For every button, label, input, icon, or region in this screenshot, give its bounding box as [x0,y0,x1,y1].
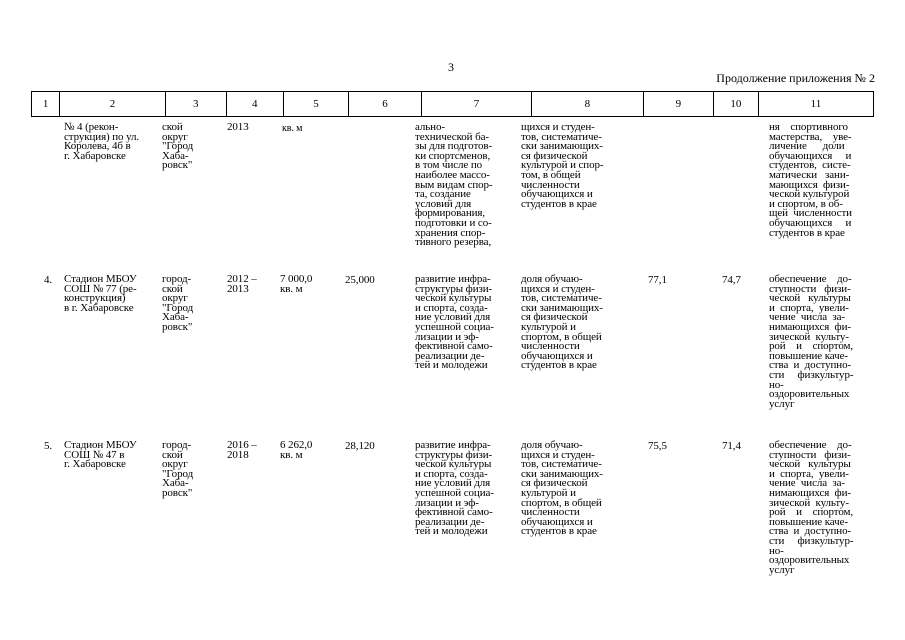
row4-object: Стадион МБОУ СОШ № 77 (ре- конструкция) в г. Хабаровске [64,273,137,314]
header-col-11: 11 [758,92,873,117]
header-row [32,92,874,117]
header-table [31,91,874,117]
header-col-5: 5 [284,92,349,117]
row0-period: 2013 [227,121,249,133]
header-col-9: 9 [643,92,713,117]
row0-result: ня спортивного мастерства, уве- личение доли обучающихся и студентов, систе- матически зани- мающихся физи- ческой культурой и спортом, в об- щей численности обучающихся и студентов в крае [769,121,852,239]
row4-result: обеспечение до- ступности физи- ческой культуры и спорта, увели- чение числа за- нимающихся фи- зической культу- рой и спортом, повышение каче- ства и доступно- сти физкультур- но- оздоровительных услуг [769,273,854,410]
row4-value-2: 74,7 [722,274,741,286]
row0-capacity: кв. м [282,123,303,134]
header-col-6: 6 [348,92,421,117]
row5-period: 2016 – 2018 [227,439,257,461]
header-col-4: 4 [226,92,284,117]
header-col-3: 3 [165,92,226,117]
row5-cost: 28,120 [345,440,375,452]
header-col-2: 2 [60,92,166,117]
row4-capacity: 7 000,0 кв. м [280,273,313,295]
row5-value-1: 75,5 [648,440,667,452]
row5-number: 5. [44,440,53,452]
header-col-8: 8 [531,92,643,117]
page-number: 3 [448,60,454,74]
row5-result: обеспечение до- ступности физи- ческой культуры и спорта, увели- чение числа за- нимающихся фи- зической культу- рой и спортом, повышение каче- ства и доступно- сти физкультур- но- оздоровительных услуг [769,439,854,576]
row0-municipality: ской округ "Город Хаба- ровск" [162,121,194,172]
row5-goal: развитие инфра- структуры физи- ческой культуры и спорта, созда- ние условий для успешной социа- лизации и эф- фективной само- реализации де- тей и молодежи [415,439,494,538]
header-col-7: 7 [422,92,532,117]
row4-period: 2012 – 2013 [227,273,257,295]
row0-object: № 4 (рекон- струкция) по ул. Королева, 4б в г. Хабаровске [64,121,140,162]
row4-goal: развитие инфра- структуры физи- ческой культуры и спорта, созда- ние условий для успешной социа- лизации и эф- фективной само- реализации де- тей и молодежи [415,273,494,372]
row4-municipality: город- ской округ "Город Хаба- ровск" [162,273,194,333]
row4-number: 4. [44,274,53,286]
header-col-1: 1 [32,92,60,117]
header-col-10: 10 [713,92,758,117]
continuation-label: Продолжение приложения № 2 [716,71,875,85]
row4-cost: 25,000 [345,274,375,286]
row5-value-2: 71,4 [722,440,741,452]
row5-indicator: доля обучаю- щихся и студен- тов, систематиче- ски занимающих- ся физической культурой и спортом, в общей численности обучающихся и студентов в крае [521,439,603,538]
row0-goal: ально- технической ба- зы для подготов- ки спортсменов, в том числе по наиболее массо- вым видам спор- та, создание условий для формирования, подготовки и со- хранения спор- тивного резерва, [415,121,493,249]
row4-value-1: 77,1 [648,274,667,286]
row5-object: Стадион МБОУ СОШ № 47 в г. Хабаровске [64,439,137,471]
row4-indicator: доля обучаю- щихся и студен- тов, систематиче- ски занимающих- ся физической культурой и спортом, в общей численности обучающихся и студентов в крае [521,273,603,372]
row5-municipality: город- ской округ "Город Хаба- ровск" [162,439,194,499]
row5-capacity: 6 262,0 кв. м [280,439,313,461]
row0-indicator: щихся и студен- тов, систематиче- ски занимающих- ся физической культурой и спор- том, в общей численности обучающихся и студентов в крае [521,121,604,210]
